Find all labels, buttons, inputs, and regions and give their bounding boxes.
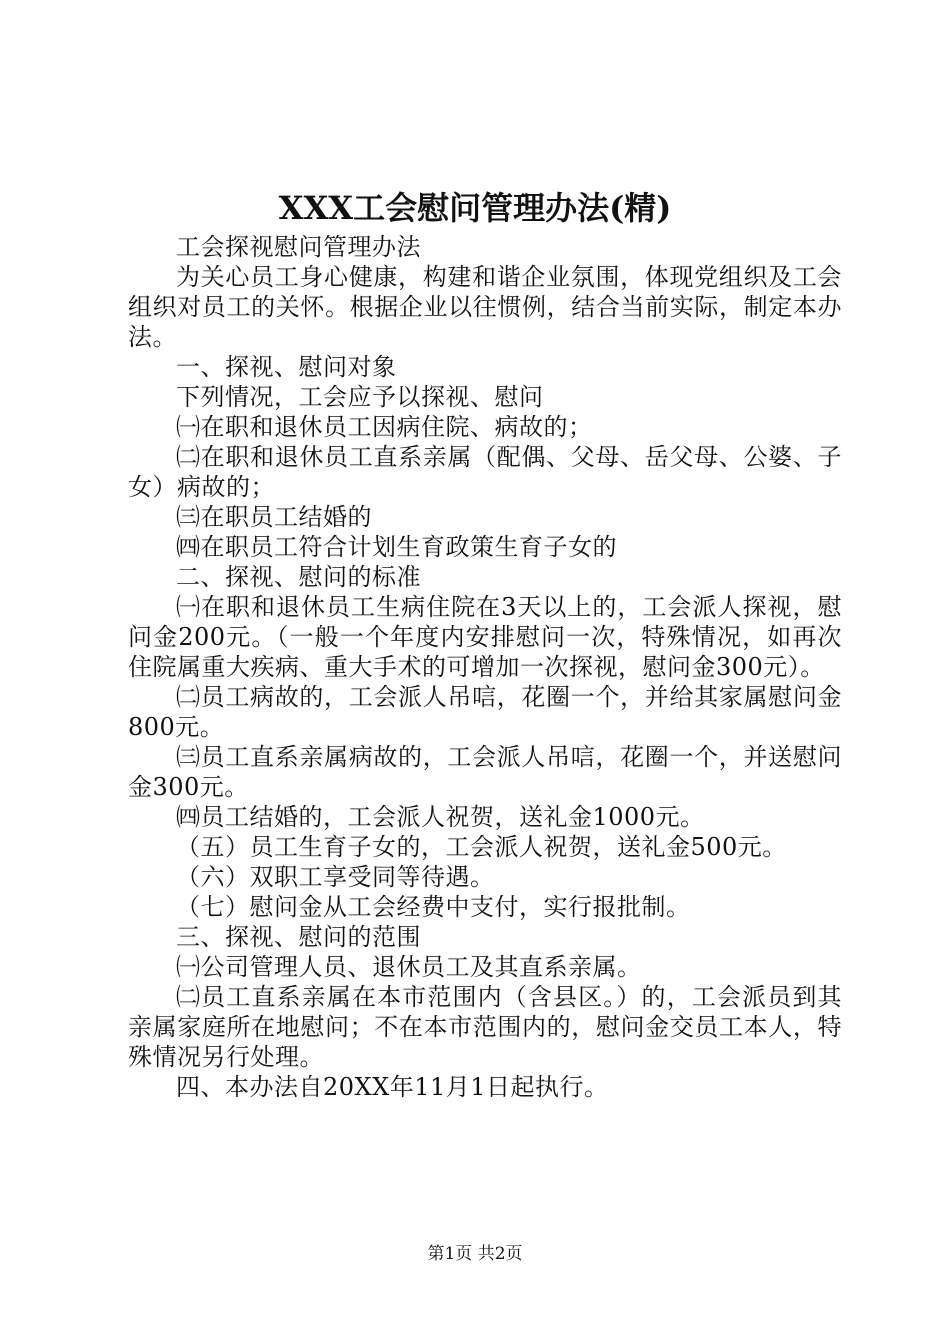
paragraph: 下列情况，工会应予以探视、慰问 [176,383,544,411]
list-item: ㈣员工结婚的，工会派人祝贺，送礼金1000元。 [176,803,705,831]
list-item: （七）慰问金从工会经费中支付，实行报批制。 [176,893,691,921]
list-item: ㈢员工直系亲属病故的，工会派人吊唁，花圈一个，并送慰问金300元。 [128,743,842,801]
document-title: XXX工会慰问管理办法(精) [278,189,672,227]
section-heading-1: 一、探视、慰问对象 [176,353,397,381]
list-item: ㈡在职和退休员工直系亲属（配偶、父母、岳父母、公婆、子女）病故的； [128,443,842,501]
list-item: ㈡员工病故的，工会派人吊唁，花圈一个，并给其家属慰问金800元。 [128,683,842,741]
list-item: ㈢在职员工结婚的 [176,503,372,531]
section-heading-2: 二、探视、慰问的标准 [176,563,421,591]
list-item: ㈠在职和退休员工生病住院在3天以上的，工会派人探视，慰问金200元。（一般一个年度内安排慰问一次，特殊情况，如再次住院属重大疾病、重大手术的可增加一次探视，慰问金300元）。 [128,593,842,681]
paragraph-subtitle: 工会探视慰问管理办法 [176,233,421,261]
page-indicator: 第1页 共2页 [427,1244,523,1264]
list-item: ㈡员工直系亲属在本市范围内（含县区。）的，工会派员到其亲属家庭所在地慰问；不在本市范围内的，慰问金交员工本人，特殊情况另行处理。 [128,983,842,1071]
section-heading-3: 三、探视、慰问的范围 [176,923,421,951]
document-body [128,232,842,1102]
section-heading-4: 四、本办法自20XX年11月1日起执行。 [176,1073,609,1101]
paragraph-intro: 为关心员工身心健康，构建和谐企业氛围，体现党组织及工会组织对员工的关怀。根据企业以往惯例，结合当前实际，制定本办法。 [128,263,842,351]
list-item: （五）员工生育子女的，工会派人祝贺，送礼金500元。 [176,833,787,861]
list-item: ㈠公司管理人员、退休员工及其直系亲属。 [176,953,642,981]
list-item: （六）双职工享受同等待遇。 [176,863,495,891]
list-item: ㈣在职员工符合计划生育政策生育子女的 [176,533,617,561]
list-item: ㈠在职和退休员工因病住院、病故的； [176,413,593,441]
